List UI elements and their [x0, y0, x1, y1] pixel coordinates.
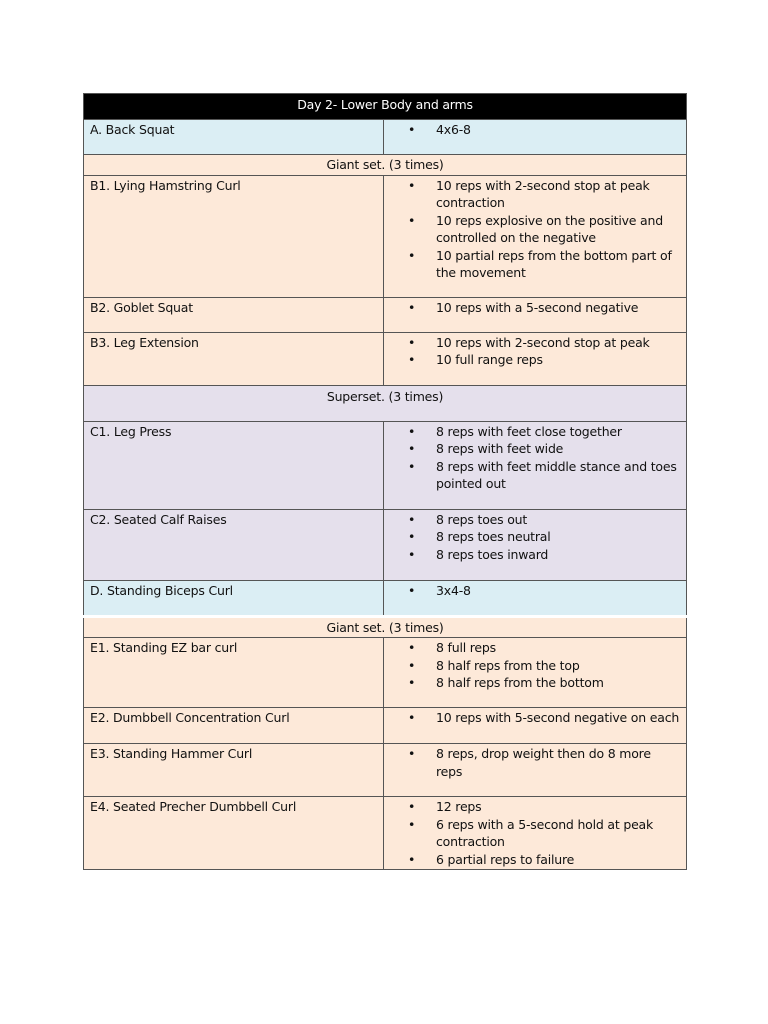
list-item: • 4x6-8 [436, 121, 680, 139]
exercise-details [384, 297, 687, 332]
exercise-details [384, 421, 687, 509]
workout-table [83, 93, 687, 870]
exercise-name: E3. Standing Hammer Curl [84, 744, 384, 797]
list-item: • 6 reps with a 5-second hold at peak contraction [436, 816, 680, 851]
section-header-row [84, 385, 687, 421]
exercise-name: E1. Standing EZ bar curl [84, 638, 384, 708]
exercise-details [384, 638, 687, 708]
exercise-details [384, 580, 687, 616]
table-row [84, 509, 687, 580]
exercise-details [384, 509, 687, 580]
section-header-row [84, 155, 687, 176]
list-item: • 8 reps toes inward [436, 546, 680, 564]
exercise-name: C1. Leg Press [84, 421, 384, 509]
list-item: • 10 reps with 5-second negative on each [436, 709, 680, 727]
list-item: • 8 reps toes out [436, 511, 680, 529]
list-item: • 8 reps with feet wide [436, 440, 680, 458]
table-row [84, 421, 687, 509]
section-header-row [84, 616, 687, 638]
exercise-name: B2. Goblet Squat [84, 297, 384, 332]
list-item: • 8 half reps from the top [436, 657, 680, 675]
table-title: Day 2- Lower Body and arms [84, 94, 687, 120]
exercise-details [384, 120, 687, 155]
exercise-details [384, 175, 687, 297]
table-title-row [84, 94, 687, 120]
list-item: • 10 full range reps [436, 351, 680, 369]
section-header: Superset. (3 times) [84, 385, 687, 421]
table-row [84, 332, 687, 385]
section-header: Giant set. (3 times) [84, 616, 687, 638]
list-item: • 6 partial reps to failure [436, 851, 680, 869]
list-item: • 12 reps [436, 798, 680, 816]
list-item: • 10 reps with 2-second stop at peak contraction [436, 177, 680, 212]
exercise-details [384, 332, 687, 385]
table-row [84, 708, 687, 744]
list-item: • 3x4-8 [436, 582, 680, 600]
exercise-name: D. Standing Biceps Curl [84, 580, 384, 616]
table-row [84, 638, 687, 708]
list-item: • 10 reps with a 5-second negative [436, 299, 680, 317]
list-item: • 8 reps with feet close together [436, 423, 680, 441]
table-row [84, 797, 687, 870]
list-item: • 10 partial reps from the bottom part of the movement [436, 247, 680, 282]
list-item: • 8 reps, drop weight then do 8 more reps [436, 745, 680, 780]
exercise-name: C2. Seated Calf Raises [84, 509, 384, 580]
exercise-name: A. Back Squat [84, 120, 384, 155]
list-item: • 8 half reps from the bottom [436, 674, 680, 692]
exercise-name: E2. Dumbbell Concentration Curl [84, 708, 384, 744]
exercise-details [384, 797, 687, 870]
section-header: Giant set. (3 times) [84, 155, 687, 176]
list-item: • 8 reps toes neutral [436, 528, 680, 546]
list-item: • 10 reps with 2-second stop at peak [436, 334, 680, 352]
list-item: • 8 full reps [436, 639, 680, 657]
table-row [84, 297, 687, 332]
exercise-name: E4. Seated Precher Dumbbell Curl [84, 797, 384, 870]
exercise-name: B3. Leg Extension [84, 332, 384, 385]
table-row [84, 175, 687, 297]
exercise-name: B1. Lying Hamstring Curl [84, 175, 384, 297]
table-row [84, 744, 687, 797]
list-item: • 8 reps with feet middle stance and toes pointed out [436, 458, 680, 493]
table-row [84, 580, 687, 616]
exercise-details [384, 708, 687, 744]
table-row [84, 120, 687, 155]
exercise-details [384, 744, 687, 797]
list-item: • 10 reps explosive on the positive and controlled on the negative [436, 212, 680, 247]
